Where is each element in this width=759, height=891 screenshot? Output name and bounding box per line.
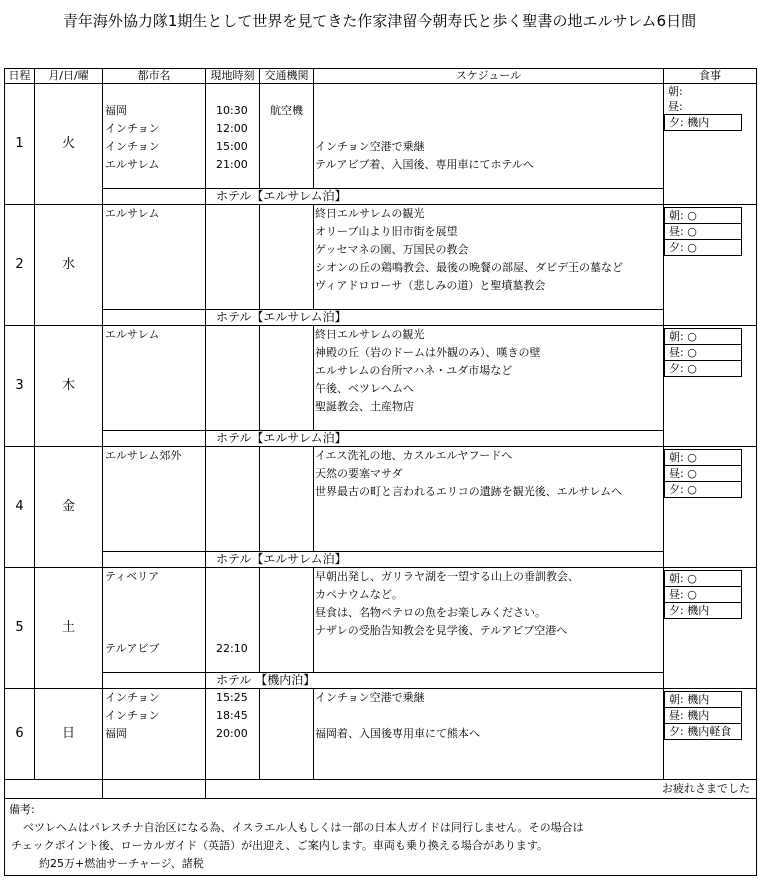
notes-line: ベツレヘムはパレスチナ自治区になる為、イスラエル人もしくは一部の日本人ガイドは同行しません。その場合は: [23, 821, 584, 834]
hotel-row: [5, 431, 757, 447]
time-line: [206, 568, 259, 586]
schedule-line: 福岡着、入国後専用車にて熊本へ: [315, 727, 480, 740]
schedule-cell: [314, 568, 664, 673]
meal-entry: 夕: 機内軽食: [664, 724, 742, 740]
time-cell: [206, 689, 260, 780]
hotel-spacer: [103, 431, 206, 447]
meal-entry: 昼:: [668, 100, 683, 113]
city-line: インチョン: [105, 691, 160, 704]
time-line: 18:45: [216, 709, 248, 722]
meal-entry: 夕: ○: [664, 361, 742, 377]
schedule-cell: [314, 689, 664, 780]
day-number: 4: [5, 447, 35, 568]
hotel-spacer: [103, 189, 206, 205]
meal-entry: 朝: ○: [664, 207, 742, 224]
city-line: エルサレム郊外: [105, 449, 182, 462]
time-cell: [206, 447, 260, 552]
meals-cell: [664, 84, 757, 205]
notes-line: 約25万+燃油サーチャージ、諸税: [39, 857, 204, 870]
time-line: [206, 586, 259, 604]
time-line: 21:00: [216, 158, 248, 171]
day-row: [5, 447, 757, 552]
weekday: 土: [35, 568, 103, 689]
meals-cell: [664, 568, 757, 689]
city-cell: [103, 568, 206, 673]
schedule-line: ヴィアドロローサ（悲しみの道）と聖墳墓教会: [315, 279, 546, 292]
time-cell: [206, 568, 260, 673]
schedule-line: [314, 84, 663, 102]
city-cell: [103, 326, 206, 431]
city-cell: [103, 84, 206, 189]
notes: [5, 799, 757, 876]
city-line: [103, 622, 205, 640]
day-row: [5, 84, 757, 189]
schedule-line: インチョン空港で乗継: [315, 691, 425, 704]
meal-entry: 朝: ○: [664, 328, 742, 345]
city-line: 福岡: [105, 727, 127, 740]
day-row: [5, 689, 757, 780]
schedule-line: 天然の要塞マサダ: [315, 467, 403, 480]
header-schedule: スケジュール: [314, 69, 664, 84]
meals-cell: [664, 205, 757, 326]
city-line: インチョン: [105, 709, 160, 722]
schedule-line: [314, 707, 663, 725]
hotel-spacer: [103, 552, 206, 568]
hotel-spacer: [103, 310, 206, 326]
city-line: テルアビブ: [105, 642, 160, 655]
closing-message: お疲れさまでした: [206, 780, 757, 799]
time-cell: [206, 326, 260, 431]
hotel-row: [5, 552, 757, 568]
meal-entry: 昼: 機内: [664, 708, 742, 724]
itinerary-body: [5, 84, 757, 876]
schedule-line: オリーブ山より旧市街を展望: [315, 225, 458, 238]
time-line: 22:10: [216, 642, 248, 655]
day-number: 5: [5, 568, 35, 689]
header-day: 日程: [5, 69, 35, 84]
city-line: ティベリア: [105, 570, 160, 583]
meal-entry: 朝: ○: [664, 449, 742, 466]
transport-cell: [260, 205, 314, 310]
transport-cell: [260, 447, 314, 552]
weekday: 日: [35, 689, 103, 780]
weekday: 金: [35, 447, 103, 568]
meal-entry: 朝:: [668, 85, 683, 98]
meal-entry: 昼: ○: [664, 587, 742, 603]
time-line: 20:00: [216, 727, 248, 740]
header-date: 月/日/曜: [35, 69, 103, 84]
schedule-line: 昼食は、名物ペテロの魚をお楽しみください。: [315, 606, 546, 619]
time-line: [206, 84, 259, 102]
day-row: [5, 568, 757, 673]
schedule-line: 神殿の丘（岩のドームは外観のみ）、嘆きの壁: [315, 346, 541, 359]
meal-entry: 夕: 機内: [664, 114, 742, 131]
day-number: 6: [5, 689, 35, 780]
meal-entry: 朝: ○: [664, 570, 742, 587]
schedule-cell: [314, 447, 664, 552]
page-title: 青年海外協力隊1期生として世界を見てきた作家津留今朝寿氏と歩く聖書の地エルサレム6日間: [62, 12, 697, 30]
time-line: 12:00: [216, 122, 248, 135]
meal-entry: 夕: 機内: [664, 603, 742, 619]
hotel-row: [5, 310, 757, 326]
weekday: 火: [35, 84, 103, 205]
schedule-line: インチョン空港で乗継: [315, 140, 425, 153]
header-meals: 食事: [664, 69, 757, 84]
meal-entry: 昼: ○: [664, 466, 742, 482]
schedule-line: ゲッセマネの園、万国民の教会: [315, 243, 469, 256]
schedule-line: [314, 102, 663, 120]
hotel-info: ホテル【エルサレム泊】: [206, 431, 664, 447]
city-cell: [103, 205, 206, 310]
schedule-cell: [314, 205, 664, 310]
closing-row: [5, 780, 757, 799]
weekday: 水: [35, 205, 103, 326]
meal-entry: 夕: ○: [664, 240, 742, 256]
closing-spacer: [5, 780, 103, 799]
meal-entry: 朝: 機内: [664, 691, 742, 708]
closing-spacer: [103, 780, 206, 799]
day-row: [5, 205, 757, 310]
schedule-line: [314, 120, 663, 138]
schedule-line: カペナウムなど。: [315, 588, 403, 601]
city-line: [103, 586, 205, 604]
city-line: 福岡: [105, 104, 127, 117]
city-line: エルサレム: [105, 328, 160, 341]
meals-cell: [664, 447, 757, 568]
hotel-info: ホテル【エルサレム泊】: [206, 310, 664, 326]
schedule-line: 聖誕教会、土産物店: [315, 400, 414, 413]
schedule-line: テルアビブ着、入国後、専用車にてホテルへ: [315, 158, 534, 171]
hotel-info: ホテル【エルサレム泊】: [206, 552, 664, 568]
time-line: [206, 622, 259, 640]
meal-entry: 昼: ○: [664, 224, 742, 240]
notes-label: 備考:: [9, 803, 35, 816]
time-line: [206, 604, 259, 622]
header-city: 都市名: [103, 69, 206, 84]
time-cell: [206, 84, 260, 189]
schedule-line: 世界最古の町と言われるエリコの遺跡を観光後、エルサレムへ: [315, 485, 623, 498]
schedule-line: 午後、ベツレヘムへ: [315, 382, 414, 395]
city-line: インチョン: [105, 140, 160, 153]
city-cell: [103, 689, 206, 780]
schedule-line: 終日エルサレムの観光: [315, 207, 425, 220]
time-cell: [206, 205, 260, 310]
city-line: エルサレム: [105, 207, 160, 220]
transport-cell: [260, 689, 314, 780]
day-number: 2: [5, 205, 35, 326]
schedule-line: シオンの丘の鶏鳴教会、最後の晩餐の部屋、ダビデ王の墓など: [315, 261, 623, 274]
city-line: [103, 604, 205, 622]
day-number: 1: [5, 84, 35, 205]
day-number: 3: [5, 326, 35, 447]
city-line: [103, 84, 205, 102]
hotel-spacer: [103, 673, 206, 689]
weekday: 木: [35, 326, 103, 447]
meals-cell: [664, 326, 757, 447]
notes-row: [5, 799, 757, 876]
day-row: [5, 326, 757, 431]
header-local-time: 現地時刻: [206, 69, 260, 84]
schedule-line: イエス洗礼の地、カスルエルヤフードへ: [315, 449, 513, 462]
transport-line: 航空機: [270, 104, 303, 117]
city-cell: [103, 447, 206, 552]
header-transport: 交通機関: [260, 69, 314, 84]
hotel-row: [5, 189, 757, 205]
schedule-line: ナザレの受胎告知教会を見学後、テルアビブ空港へ: [315, 624, 568, 637]
transport-cell: [260, 568, 314, 673]
city-line: エルサレム: [105, 158, 160, 171]
meal-entry: 夕: ○: [664, 482, 742, 498]
schedule-cell: [314, 326, 664, 431]
schedule-line: エルサレムの台所マハネ・ユダ市場など: [315, 364, 513, 377]
transport-cell: [260, 326, 314, 431]
schedule-line: 早朝出発し、ガリラヤ湖を一望する山上の垂訓教会、: [315, 570, 579, 583]
meal-entry: 昼: ○: [664, 345, 742, 361]
time-line: 15:00: [216, 140, 248, 153]
time-line: 10:30: [216, 104, 248, 117]
transport-line: [260, 84, 313, 102]
notes-line: チェックポイント後、ローカルガイド（英語）が出迎え、ご案内します。車両も乗り換える場合があります。: [11, 839, 549, 852]
city-line: インチョン: [105, 122, 160, 135]
hotel-info: ホテル【エルサレム泊】: [206, 189, 664, 205]
hotel-info: ホテル 【機内泊】: [206, 673, 664, 689]
hotel-row: [5, 673, 757, 689]
schedule-cell: [314, 84, 664, 189]
schedule-line: 終日エルサレムの観光: [315, 328, 425, 341]
header-row: [5, 69, 757, 84]
transport-cell: [260, 84, 314, 189]
meals-cell: [664, 689, 757, 780]
time-line: 15:25: [216, 691, 248, 704]
itinerary-table: [4, 68, 757, 876]
